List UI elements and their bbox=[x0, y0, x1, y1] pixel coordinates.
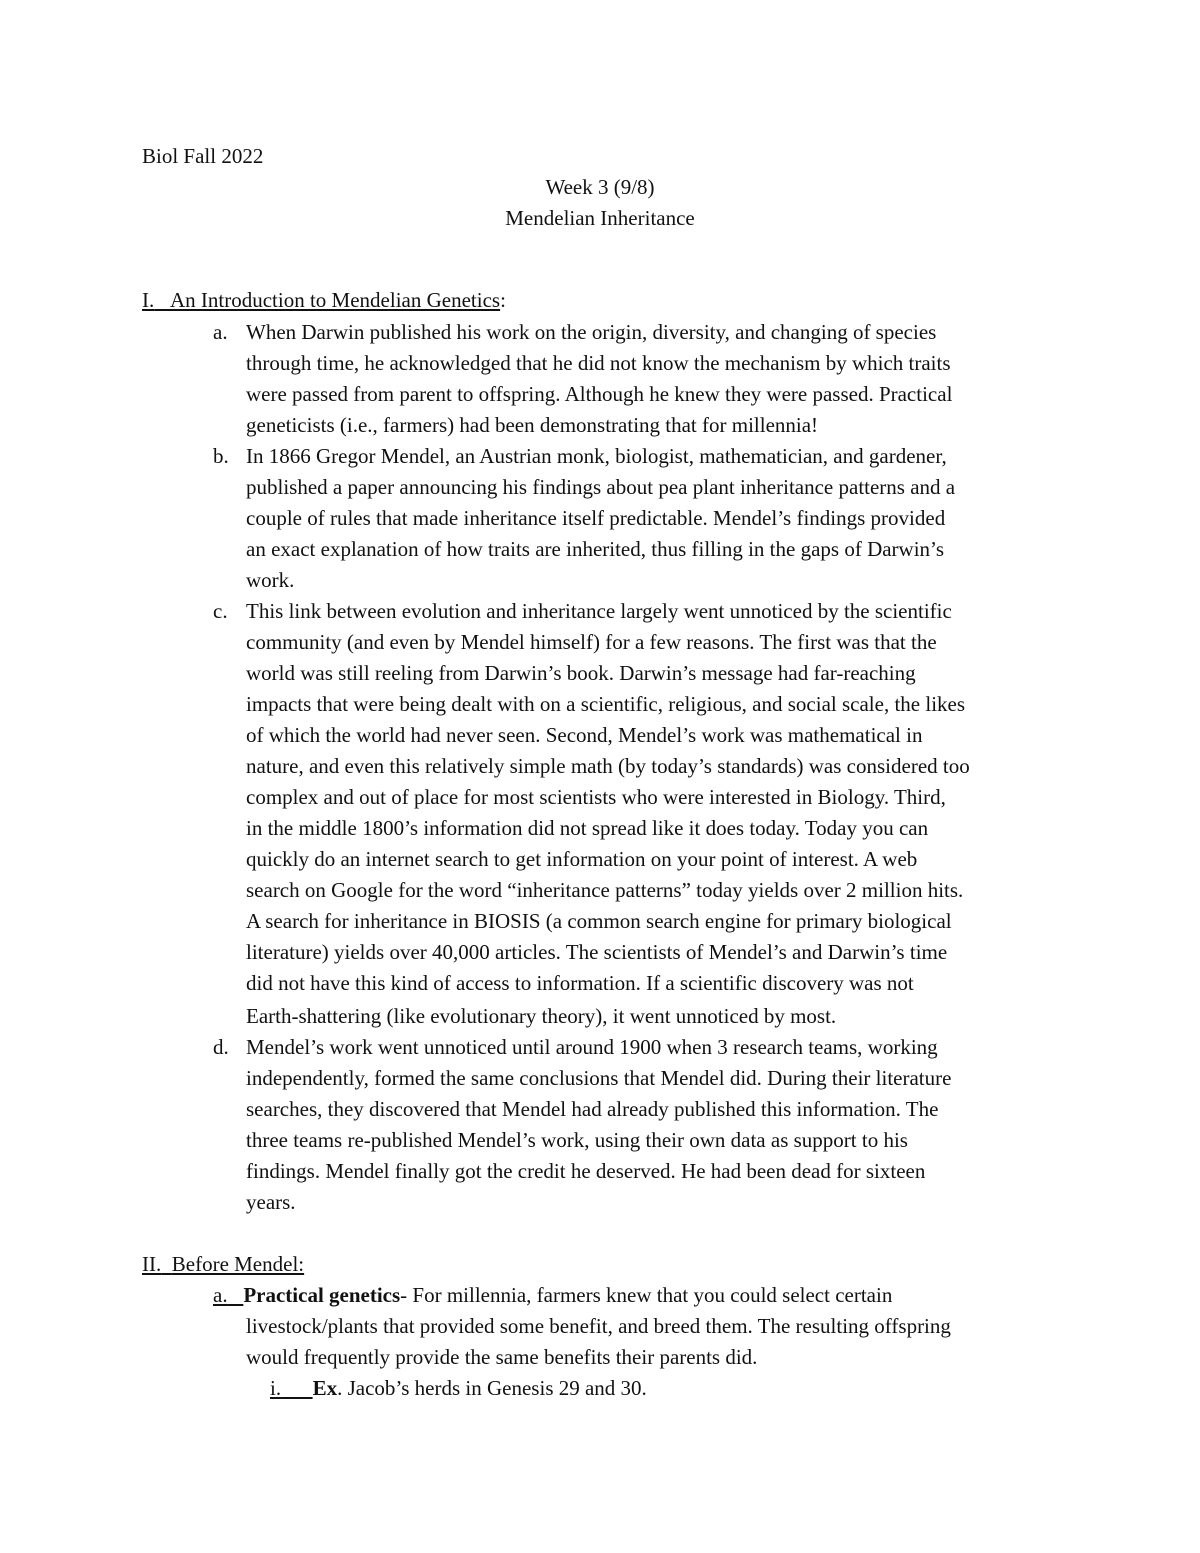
list-marker: a. bbox=[213, 320, 228, 344]
paragraph-line: of which the world had never seen. Second, Mendel’s work was mathematical in bbox=[246, 723, 923, 747]
section-1-heading bbox=[142, 285, 506, 316]
section-1-colon: : bbox=[500, 288, 506, 312]
paragraph-line: geneticists (i.e., farmers) had been demonstrating that for millennia! bbox=[246, 413, 819, 437]
paragraph-line: work. bbox=[246, 568, 295, 592]
paragraph-line: quickly do an internet search to get information on your point of interest. A web bbox=[246, 847, 918, 871]
list-marker: a. bbox=[213, 1283, 228, 1307]
paragraph-line: three teams re-published Mendel’s work, using their own data as support to his bbox=[246, 1128, 908, 1152]
paragraph-line: Earth-shattering (like evolutionary theory), it went unnoticed by most. bbox=[246, 1004, 837, 1028]
paragraph-line: years. bbox=[246, 1190, 296, 1214]
term-practical-genetics: Practical genetics bbox=[243, 1283, 401, 1307]
paragraph-line: findings. Mendel finally got the credit he deserved. He had been dead for sixteen bbox=[246, 1159, 926, 1183]
list-marker: b. bbox=[213, 444, 229, 468]
paragraph-line: nature, and even this relatively simple math (by today’s standards) was considered too bbox=[246, 754, 970, 778]
paragraph-line: - For millennia, farmers knew that you could select certain bbox=[400, 1283, 893, 1307]
section-1-title: An Introduction to Mendelian Genetics bbox=[170, 288, 501, 312]
paragraph-line: literature) yields over 40,000 articles. The scientists of Mendel’s and Darwin’s time bbox=[246, 940, 948, 964]
sub-item-example bbox=[270, 1373, 647, 1404]
paragraph-line: published a paper announcing his findings about pea plant inheritance patterns and a bbox=[246, 475, 956, 499]
paragraph-line: complex and out of place for most scientists who were interested in Biology. Third, bbox=[246, 785, 946, 809]
list-marker: i. bbox=[270, 1376, 282, 1400]
term-example: Ex bbox=[312, 1376, 338, 1400]
document-title: Mendelian Inheritance bbox=[505, 206, 695, 230]
section-2-number: II. bbox=[142, 1252, 162, 1276]
paragraph-line: community (and even by Mendel himself) for a few reasons. The first was that the bbox=[246, 630, 937, 654]
paragraph-line: searches, they discovered that Mendel had already published this information. The bbox=[246, 1097, 939, 1121]
paragraph-line: independently, formed the same conclusions that Mendel did. During their literature bbox=[246, 1066, 952, 1090]
paragraph-line: A search for inheritance in BIOSIS (a common search engine for primary biological bbox=[246, 909, 952, 933]
paragraph-line: were passed from parent to offspring. Although he knew they were passed. Practical bbox=[246, 382, 953, 406]
section-1-number: I. bbox=[142, 288, 155, 312]
paragraph-line: search on Google for the word “inheritance patterns” today yields over 2 million hits. bbox=[246, 878, 964, 902]
paragraph-line: world was still reeling from Darwin’s book. Darwin’s message had far-reaching bbox=[246, 661, 916, 685]
paragraph-line: When Darwin published his work on the origin, diversity, and changing of species bbox=[246, 320, 937, 344]
paragraph-line: In 1866 Gregor Mendel, an Austrian monk, biologist, mathematician, and gardener, bbox=[246, 444, 947, 468]
paragraph-line: in the middle 1800’s information did not spread like it does today. Today you can bbox=[246, 816, 929, 840]
paragraph-line: livestock/plants that provided some benefit, and breed them. The resulting offspring bbox=[246, 1314, 951, 1338]
section-2-title: Before Mendel: bbox=[171, 1252, 305, 1276]
section-2-heading bbox=[142, 1249, 304, 1280]
paragraph-line: through time, he acknowledged that he did not know the mechanism by which traits bbox=[246, 351, 951, 375]
week-label: Week 3 (9/8) bbox=[545, 175, 655, 199]
paragraph-line: Mendel’s work went unnoticed until around 1900 when 3 research teams, working bbox=[246, 1035, 938, 1059]
paragraph-line: This link between evolution and inheritance largely went unnoticed by the scientific bbox=[246, 599, 952, 623]
paragraph-line: . Jacob’s herds in Genesis 29 and 30. bbox=[337, 1376, 647, 1400]
paragraph-line: did not have this kind of access to information. If a scientific discovery was not bbox=[246, 971, 914, 995]
list-marker: c. bbox=[213, 599, 228, 623]
paragraph-line: impacts that were being dealt with on a scientific, religious, and social scale, the likes bbox=[246, 692, 966, 716]
paragraph-line: an exact explanation of how traits are inherited, thus filling in the gaps of Darwin’s bbox=[246, 537, 945, 561]
paragraph-line: couple of rules that made inheritance itself predictable. Mendel’s findings provided bbox=[246, 506, 946, 530]
list-marker: d. bbox=[213, 1035, 229, 1059]
paragraph-line: would frequently provide the same benefits their parents did. bbox=[246, 1345, 758, 1369]
course-label: Biol Fall 2022 bbox=[142, 144, 264, 168]
